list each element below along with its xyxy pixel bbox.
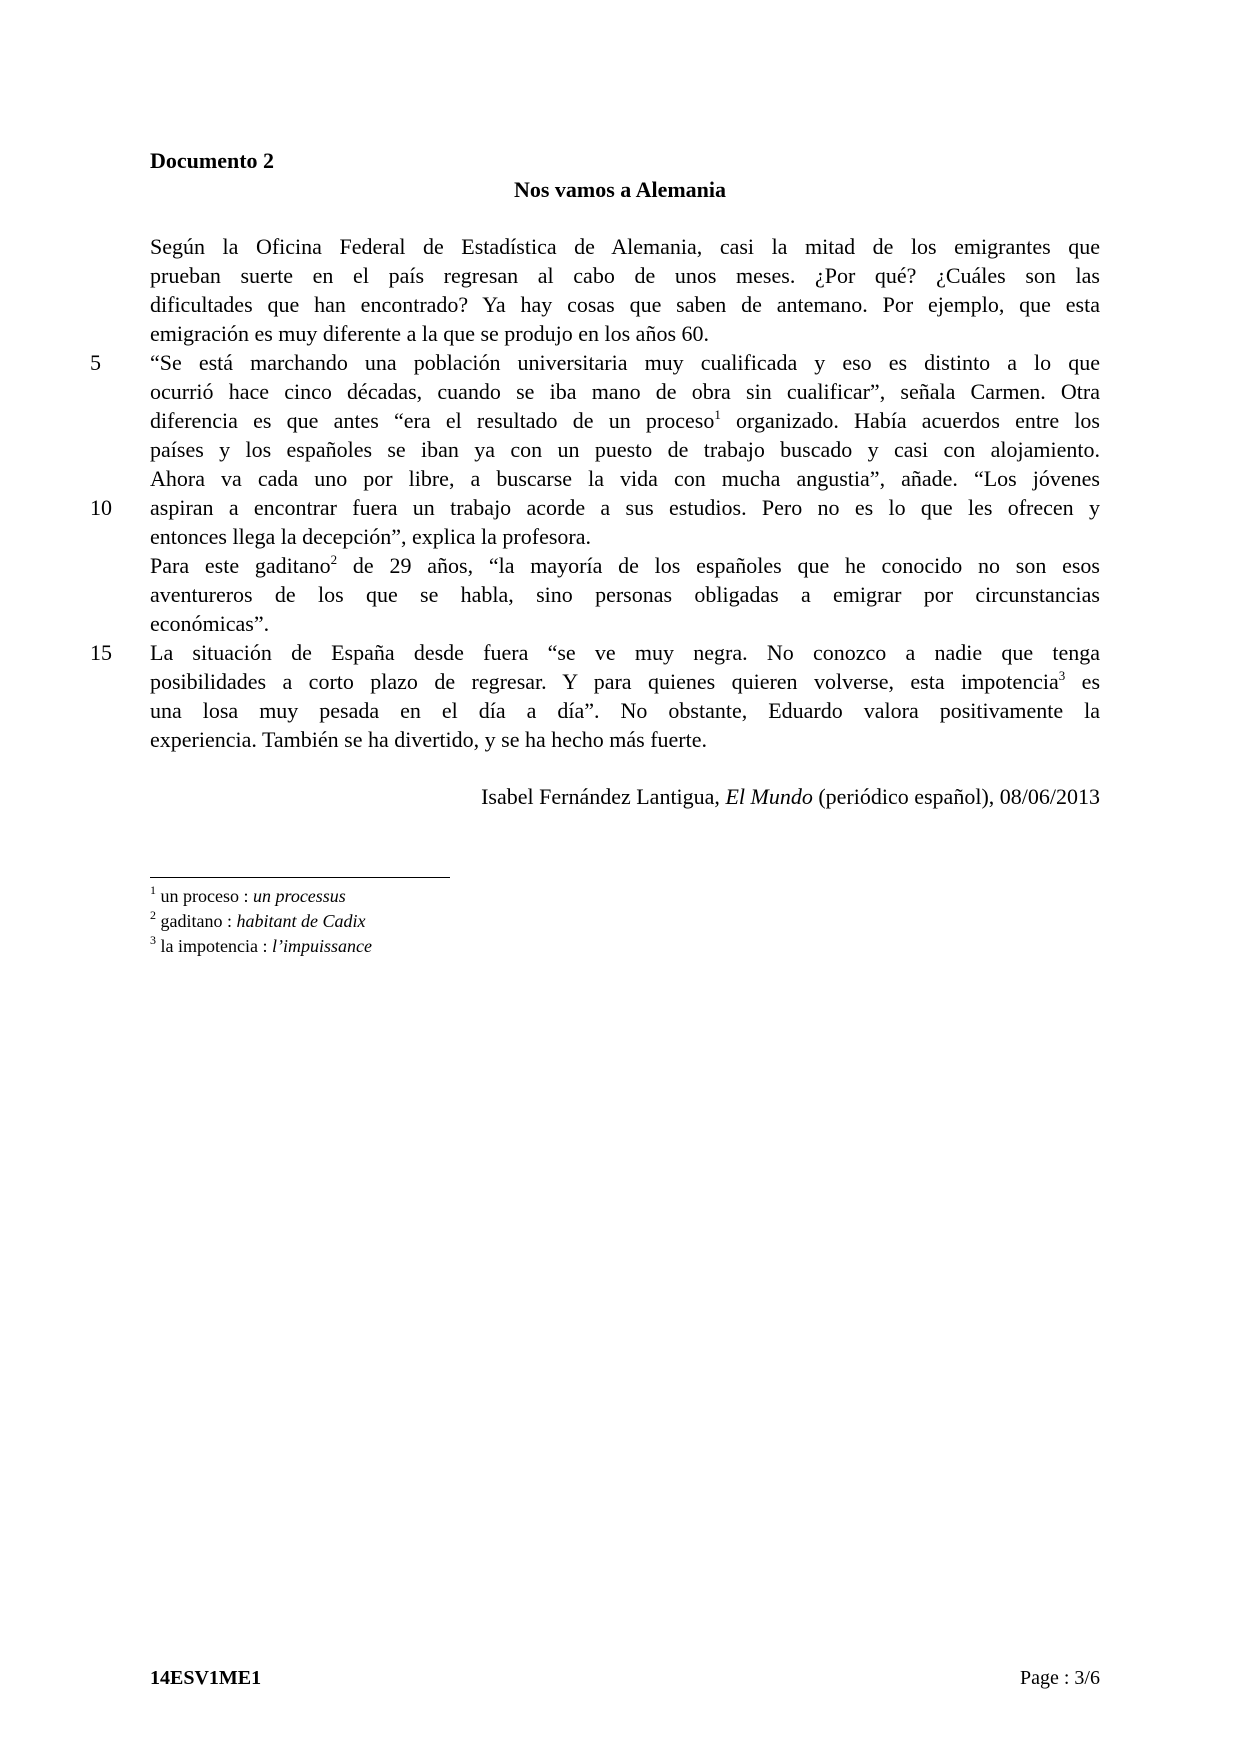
text-segment: experiencia. También se ha divertido, y se ha hecho más fuerte. [150,727,708,752]
text-line [150,464,1100,493]
text-segment: una losa muy pesada en el día a día”. No obstante, Eduardo valora positivamente la [150,698,1100,723]
text-line [150,261,1100,290]
footnote-separator [150,877,450,878]
footnote-term: gaditano : [156,911,237,931]
citation-source: El Mundo [725,784,813,809]
citation-rest: (periódico español), 08/06/2013 [812,784,1100,809]
text-line [90,348,1100,377]
text-segment: Para este gaditano [150,553,331,578]
footnote-ref: 3 [1058,668,1066,683]
text-segment: posibilidades a corto plazo de regresar. Y para quienes quieren volverse, esta impotencia [150,669,1059,694]
footnote-translation: un processus [252,886,346,906]
text-segment: prueban suerte en el país regresan al cabo de unos meses. ¿Por qué? ¿Cuáles son las [150,263,1100,288]
text-segment: aventureros de los que se habla, sino personas obligadas a emigrar por circunstancias [150,582,1100,607]
footnote-number: 1 [150,883,156,897]
document-title: Nos vamos a Alemania [513,177,727,202]
footnote-number: 3 [150,933,156,947]
line-number: 15 [90,640,112,665]
text-line [150,580,1100,609]
line-number: 10 [90,495,112,520]
text-segment: La situación de España desde fuera “se ve muy negra. No conozco a nadie que tenga [150,640,1100,665]
text-segment: aspiran a encontrar fuera un trabajo acorde a sus estudios. Pero no es lo que les ofrecen y [150,495,1100,520]
footnote-ref: 2 [330,552,338,567]
text-line [150,696,1100,725]
text-line [150,609,1100,638]
text-line [90,638,1100,667]
text-segment: ocurrió hace cinco décadas, cuando se iba mano de obra sin cualificar”, señala Carmen. Otra [150,379,1100,404]
text-line [150,377,1100,406]
citation [150,784,1100,810]
footnote [150,909,372,934]
footnote-term: la impotencia : [156,936,272,956]
text-segment: países y los españoles se iban ya con un puesto de trabajo buscado y casi con alojamiento. [150,437,1100,462]
text-segment: Ahora va cada uno por libre, a buscarse la vida con mucha angustia”, añade. “Los jóvenes [150,466,1100,491]
text-line [150,667,1100,696]
footer-page-number: Page : 3/6 [1020,1667,1100,1689]
text-segment: “Se está marchando una población universitaria muy cualificada y eso es distinto a lo que [150,350,1100,375]
footnotes [150,884,372,959]
footnote-ref: 1 [714,407,721,422]
text-line [90,493,1100,522]
footer-code: 14ESV1ME1 [150,1667,262,1689]
text-line [150,435,1100,464]
text-line [150,290,1100,319]
footnote [150,934,372,959]
text-line [150,725,1100,754]
text-segment: organizado. Había acuerdos entre los [720,408,1100,433]
text-segment: es [1065,669,1101,694]
text-line [150,522,1100,551]
footnote-translation: l’impuissance [271,936,372,956]
text-segment: económicas”. [150,611,270,636]
line-number: 5 [90,350,101,375]
text-segment: Según la Oficina Federal de Estadística de Alemania, casi la mitad de los emigrantes que [150,234,1100,259]
text-line [150,319,1100,348]
footnote-term: un proceso : [156,886,253,906]
text-line [150,406,1100,435]
text-segment: de 29 años, “la mayoría de los españoles que he conocido no son esos [337,553,1100,578]
text-segment: diferencia es que antes “era el resultado de un proceso [150,408,715,433]
text-line [150,232,1100,261]
text-segment: emigración es muy diferente a la que se produjo en los años 60. [150,321,710,346]
citation-author: Isabel Fernández Lantigua, [481,784,726,809]
text-segment: dificultades que han encontrado? Ya hay cosas que saben de antemano. Por ejemplo, que esta [150,292,1100,317]
footnote-number: 2 [150,908,156,922]
text-line [150,551,1100,580]
footnote [150,884,372,909]
article-body [90,232,1101,754]
document-label: Documento 2 [150,148,275,173]
footnote-translation: habitant de Cadix [236,911,366,931]
text-segment: entonces llega la decepción”, explica la profesora. [150,524,591,549]
